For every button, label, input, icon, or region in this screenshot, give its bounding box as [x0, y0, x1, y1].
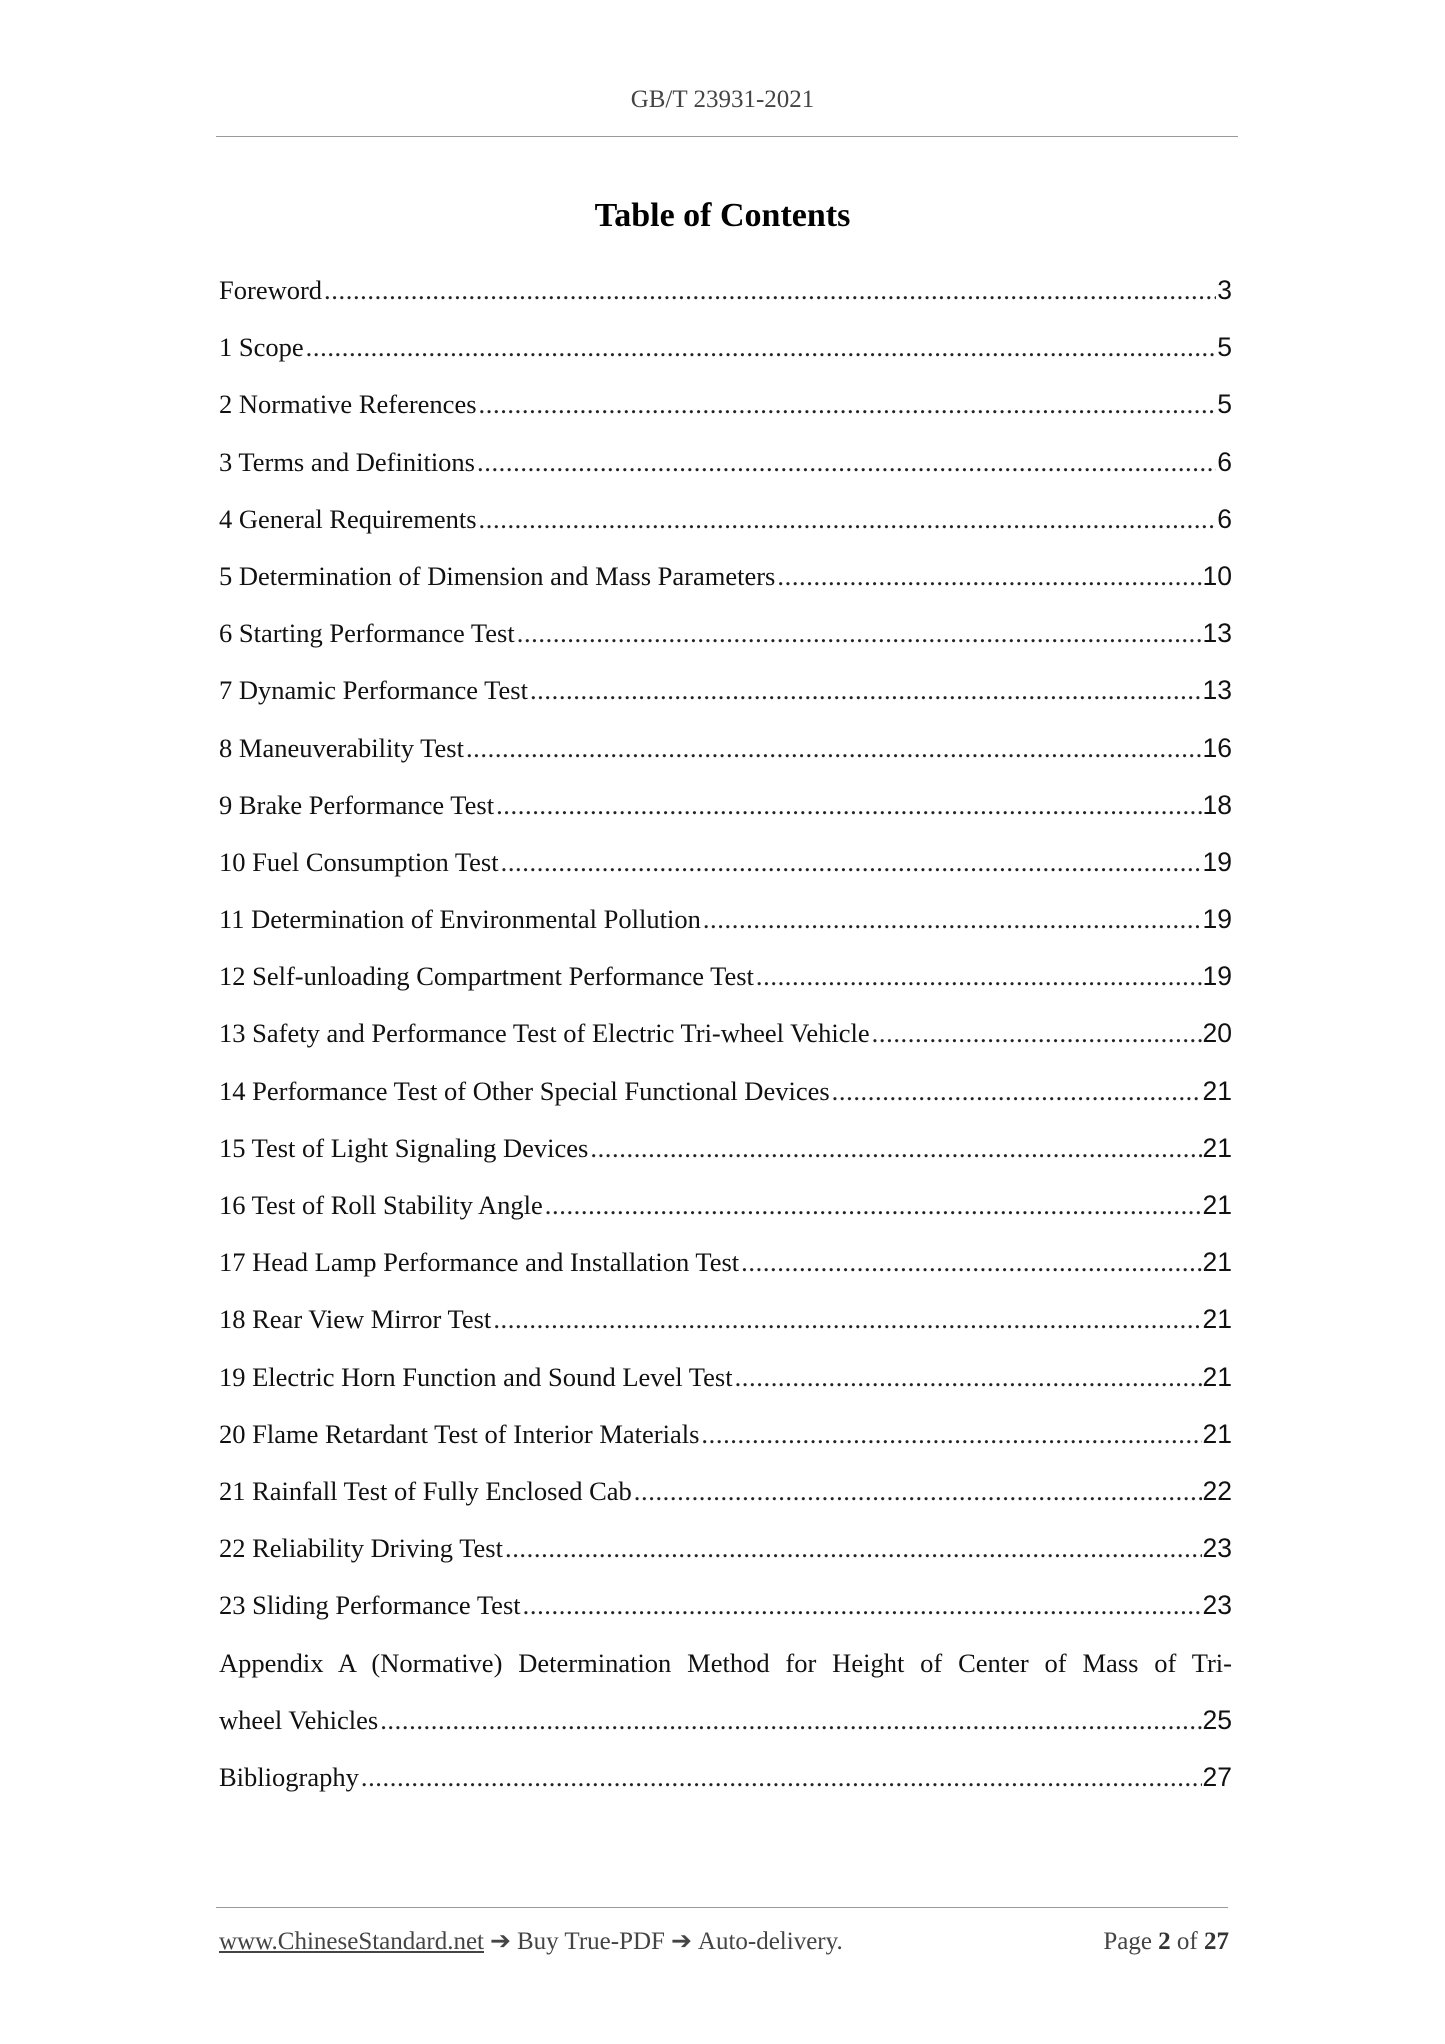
toc-entry-title: 9 Brake Performance Test	[219, 789, 495, 820]
toc-entry-title: 22 Reliability Driving Test	[219, 1533, 503, 1564]
toc-entry[interactable]	[219, 1577, 1232, 1634]
toc-leader-dots	[380, 1692, 1201, 1749]
toc-leader-dots	[756, 948, 1202, 1005]
toc-entry-page: 19	[1202, 961, 1232, 992]
toc-leader-dots	[735, 1349, 1202, 1406]
toc-entry-title: 14 Performance Test of Other Special Functional Devices	[219, 1075, 830, 1106]
toc-entry-title: 5 Determination of Dimension and Mass Parameters	[219, 560, 776, 591]
current-page: 2	[1158, 1928, 1171, 1955]
toc-entry[interactable]	[219, 1463, 1232, 1520]
of-label: of	[1176, 1928, 1198, 1955]
toc-entry-page: 21	[1202, 1190, 1232, 1220]
toc-leader-dots	[872, 1005, 1202, 1062]
toc-entry-page: 21	[1202, 1361, 1232, 1392]
toc-entry[interactable]	[219, 1177, 1232, 1234]
footer-promo	[219, 1926, 843, 1956]
toc-entry-page: 10	[1202, 560, 1232, 591]
toc-entry-page: 23	[1202, 1533, 1232, 1564]
toc-entry-title: Bibliography	[219, 1761, 359, 1792]
page-footer	[219, 1926, 1229, 1956]
toc-entry-page: 6	[1217, 503, 1232, 534]
toc-leader-dots	[701, 1406, 1201, 1463]
toc-entry-page: 21	[1202, 1075, 1232, 1106]
buy-true-pdf-text: Buy True-PDF	[516, 1928, 665, 1955]
toc-leader-dots	[501, 834, 1202, 891]
toc-entry-title: 16 Test of Roll Stability Angle	[219, 1190, 543, 1220]
toc-entry-title: wheel Vehicles	[219, 1704, 379, 1735]
toc-leader-dots	[530, 662, 1202, 719]
toc-entry-title: 10 Fuel Consumption Test	[219, 846, 499, 877]
website-link[interactable]: www.ChineseStandard.net	[219, 1928, 484, 1955]
header-rule	[216, 136, 1238, 137]
toc-entry-title: 6 Starting Performance Test	[219, 618, 515, 649]
toc-leader-dots	[479, 491, 1217, 548]
toc-entry-title: 3 Terms and Definitions	[219, 446, 475, 477]
toc-entry[interactable]	[219, 1063, 1232, 1120]
toc-entry[interactable]	[219, 605, 1232, 662]
toc-entry[interactable]	[219, 720, 1232, 777]
toc-entry-page: 21	[1202, 1132, 1232, 1163]
toc-leader-dots	[306, 319, 1217, 376]
toc-entry[interactable]	[219, 434, 1232, 491]
toc-entry-page: 25	[1202, 1704, 1232, 1735]
toc-entry-page: 13	[1202, 675, 1232, 706]
page-label: Page	[1103, 1928, 1152, 1955]
toc-leader-dots	[505, 1520, 1202, 1577]
table-of-contents	[219, 262, 1232, 1806]
toc-entry-page: 18	[1202, 789, 1232, 820]
auto-delivery-text: Auto-delivery.	[697, 1928, 843, 1955]
toc-leader-dots	[496, 777, 1201, 834]
page-title: Table of Contents	[594, 197, 851, 234]
toc-entry-page: 21	[1202, 1304, 1232, 1335]
toc-entry-page: 27	[1202, 1761, 1232, 1792]
toc-entry-title: 12 Self-unloading Compartment Performance Test	[219, 961, 754, 992]
toc-leader-dots	[634, 1463, 1202, 1520]
page-number	[1103, 1928, 1229, 1956]
toc-entry-page: 3	[1217, 275, 1232, 305]
toc-entry-title: 15 Test of Light Signaling Devices	[219, 1132, 589, 1163]
toc-leader-dots	[545, 1177, 1202, 1234]
toc-leader-dots	[777, 548, 1201, 605]
toc-entry-bibliography[interactable]	[219, 1749, 1232, 1806]
toc-entry[interactable]	[219, 1120, 1232, 1177]
toc-entry-title: 17 Head Lamp Performance and Installation Test	[219, 1247, 740, 1278]
toc-leader-dots	[477, 434, 1216, 491]
toc-entry-page: 23	[1202, 1590, 1232, 1621]
toc-leader-dots	[703, 891, 1202, 948]
toc-entry[interactable]	[219, 891, 1232, 948]
toc-entry-page: 21	[1202, 1418, 1232, 1449]
toc-entry[interactable]	[219, 777, 1232, 834]
toc-leader-dots	[466, 720, 1202, 777]
toc-entry-title: 7 Dynamic Performance Test	[219, 675, 528, 706]
toc-entry-page: 21	[1202, 1247, 1232, 1278]
toc-entry-title: Foreword	[219, 275, 323, 305]
toc-entry[interactable]	[219, 262, 1232, 319]
toc-entry-title: 1 Scope	[219, 332, 304, 363]
toc-entry-page: 6	[1217, 446, 1232, 477]
toc-entry-title: Appendix A (Normative) Determination Method for Height of Center of Mass of Tri-	[219, 1647, 1232, 1678]
toc-entry[interactable]	[219, 948, 1232, 1005]
toc-entry-title: 8 Maneuverability Test	[219, 732, 464, 763]
toc-entry-title: 18 Rear View Mirror Test	[219, 1304, 492, 1335]
toc-entry[interactable]	[219, 491, 1232, 548]
toc-entry-page: 5	[1217, 389, 1232, 420]
toc-leader-dots	[741, 1234, 1201, 1291]
toc-leader-dots	[361, 1749, 1202, 1806]
toc-entry-page: 19	[1202, 846, 1232, 877]
toc-entry[interactable]	[219, 1406, 1232, 1463]
toc-entry-page: 5	[1217, 332, 1232, 363]
toc-entry-title: 4 General Requirements	[219, 503, 477, 534]
toc-entry[interactable]	[219, 834, 1232, 891]
toc-entry-title: 23 Sliding Performance Test	[219, 1590, 521, 1621]
toc-entry[interactable]	[219, 1520, 1232, 1577]
toc-leader-dots	[324, 262, 1216, 319]
toc-entry[interactable]	[219, 1291, 1232, 1348]
toc-entry[interactable]	[219, 1349, 1232, 1406]
toc-leader-dots	[832, 1063, 1202, 1120]
toc-entry-page: 16	[1202, 732, 1232, 763]
footer-rule	[216, 1907, 1228, 1908]
toc-entry-title: 11 Determination of Environmental Pollution	[219, 904, 701, 935]
toc-entry-page: 22	[1202, 1475, 1232, 1506]
toc-leader-dots	[523, 1577, 1202, 1634]
toc-leader-dots	[590, 1120, 1201, 1177]
document-header: GB/T 23931-2021	[630, 86, 815, 113]
toc-entry-appendix-a[interactable]	[219, 1635, 1232, 1692]
toc-leader-dots	[493, 1291, 1201, 1348]
toc-leader-dots	[479, 376, 1217, 433]
arrow-right-icon: ➔	[490, 1928, 511, 1955]
toc-entry[interactable]	[219, 376, 1232, 433]
toc-entry-page: 13	[1202, 618, 1232, 649]
toc-entry-page: 19	[1202, 904, 1232, 935]
total-pages: 27	[1204, 1928, 1229, 1955]
toc-entry-title: 21 Rainfall Test of Fully Enclosed Cab	[219, 1475, 632, 1506]
arrow-right-icon: ➔	[670, 1928, 692, 1955]
toc-entry[interactable]	[219, 319, 1232, 376]
toc-entry-appendix-a-continued[interactable]	[219, 1692, 1232, 1749]
toc-entry-title: 20 Flame Retardant Test of Interior Materials	[219, 1418, 700, 1449]
toc-entry[interactable]	[219, 1005, 1232, 1062]
toc-entry-page: 20	[1202, 1018, 1232, 1049]
toc-leader-dots	[517, 605, 1202, 662]
toc-entry[interactable]	[219, 662, 1232, 719]
toc-entry-title: 13 Safety and Performance Test of Electric Tri-wheel Vehicle	[219, 1018, 870, 1049]
toc-entry[interactable]	[219, 548, 1232, 605]
toc-entry-title: 2 Normative References	[219, 389, 477, 420]
toc-entry[interactable]	[219, 1234, 1232, 1291]
toc-entry-title: 19 Electric Horn Function and Sound Level Test	[219, 1361, 733, 1392]
